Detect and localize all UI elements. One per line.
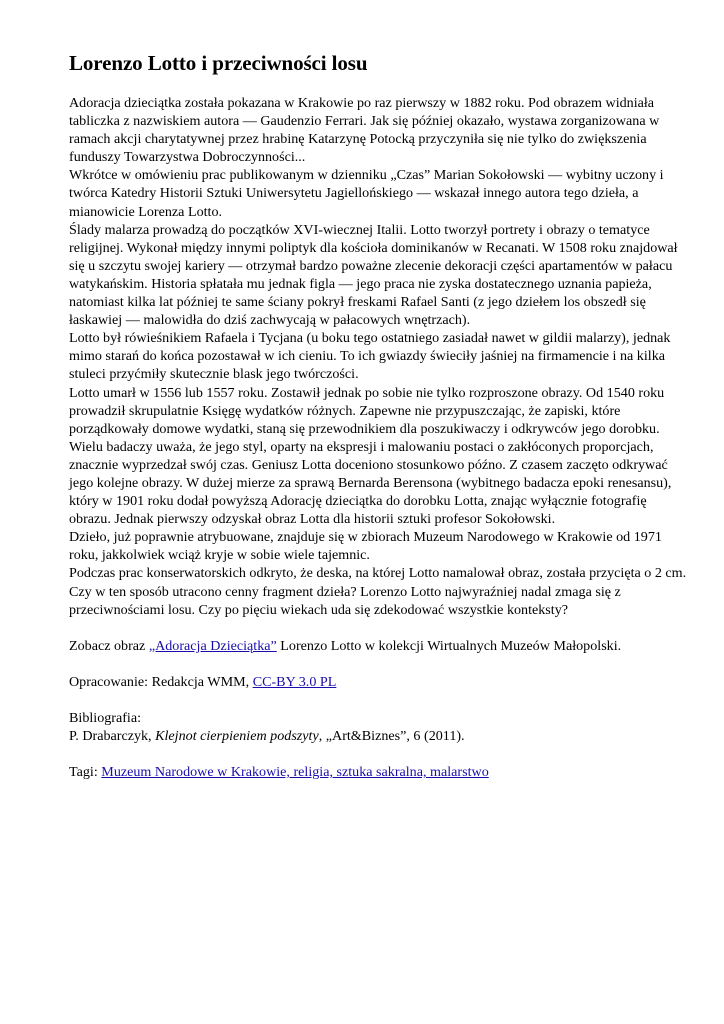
paragraph: Lotto umarł w 1556 lub 1557 roku. Zostawił jednak po sobie nie tylko rozproszone obrazy. Od 1540 roku prowadził skrupulatnie Księgę wydatków różnych. Zapewne nie przypuszczając, że zapiski, które porządkowały domowe wydatki, staną się przewodnikiem dla poszukiwaczy i odkrywców jego dorobku. Wielu badaczy uważa, że jego styl, oparty na ekspresji i malowaniu postaci o zakłóconych proporcjach, znacznie wyprzedzał swój czas. Geniusz Lotta doceniono stosunkowo późno. Z czasem zaczęto odkrywać jego kolejne obrazy. W dużej mierze za sprawą Bernarda Berensona (wybitnego badacza epoki renesansu), który w 1901 roku dodał powyższą Adorację dzieciątka do dorobku Lotta, znając wyłącznie fotografię obrazu. Jednak pierwszy odzyskał obraz Lotta dla historii sztuki profesor Sokołowski.: [69, 384, 672, 528]
tags-link[interactable]: Muzeum Narodowe w Krakowie, religia, sztuka sakralna, malarstwo: [101, 764, 489, 781]
see-also-suffix: Lorenzo Lotto w kolekcji Wirtualnych Muzeów Małopolski.: [276, 637, 622, 654]
bibliography-entry: [69, 727, 689, 745]
bibliography-rest: , „Art&Biznes”, 6 (2011).: [318, 728, 465, 744]
see-also-line: [69, 637, 689, 655]
see-also-prefix: Zobacz obraz: [69, 637, 149, 654]
article: [69, 50, 689, 781]
paragraph: Dzieło, już poprawnie atrybuowane, znajduje się w zbiorach Muzeum Narodowego w Krakowie od 1971 roku, jakkolwiek wciąż kryje w sobie wiele tajemnic.: [69, 529, 662, 564]
paragraph: Wkrótce w omówieniu prac publikowanym w dzienniku „Czas” Marian Sokołowski — wybitny uczony i twórca Katedry Historii Sztuki Uniwersytetu Jagiellońskiego — wskazał innego autora tego dzieła, a mianowicie Lorenza Lotto.: [69, 167, 664, 220]
adoracja-link[interactable]: „Adoracja Dzieciątka”: [148, 637, 277, 654]
article-body: [69, 94, 689, 781]
bibliography-title: Klejnot cierpieniem podszyty: [155, 728, 319, 744]
bibliography-heading: Bibliografia:: [69, 709, 142, 726]
page-title: Lorenzo Lotto i przeciwności losu: [69, 51, 368, 75]
paragraph: Lotto był rówieśnikiem Rafaela i Tycjana (u boku tego ostatniego zasiadał nawet w gildii malarzy), jednak mimo starań do końca pozostawał w ich cieniu. To ich gwiazdy świeciły jaśniej na firmamencie i na kilka stuleci przyćmiły skutecznie blask jego twórczości.: [69, 330, 671, 383]
credits-prefix: Opracowanie: Redakcja WMM,: [69, 673, 253, 690]
credits-line: [69, 673, 689, 691]
tags-line: [69, 763, 689, 781]
bibliography-author: P. Drabarczyk,: [69, 728, 156, 744]
paragraph: Podczas prac konserwatorskich odkryto, że deska, na której Lotto namalował obraz, została przycięta o 2 cm. Czy w ten sposób utracono cenny fragment dzieła? Lorenzo Lotto najwyraźniej nadal zmaga się z przeciwnościami losu. Czy po pięciu wiekach uda się zdekodować wszystkie konteksty?: [69, 565, 687, 618]
tags-prefix: Tagi:: [69, 764, 102, 781]
paragraph: Ślady malarza prowadzą do początków XVI-wiecznej Italii. Lotto tworzył portrety i obrazy o tematyce religijnej. Wykonał między innymi poliptyk dla kościoła dominikanów w Recanati. W 1508 roku znajdował się u szczytu swojej kariery — otrzymał bardzo poważne zlecenie dekoracji części apartamentów w pałacu watykańskim. Historia spłatała mu jednak figla — jego praca nie zyska dostatecznego uznania papieża, natomiast kilka lat później te same ściany pokrył freskami Rafael Santi (z jego dziełem los obszedł się łaskawiej — malowidła do dziś zachwycają w pałacowych wnętrzach).: [69, 221, 678, 329]
paragraph: Adoracja dzieciątka została pokazana w Krakowie po raz pierwszy w 1882 roku. Pod obrazem widniała tabliczka z nazwiskiem autora — Gaudenzio Ferrari. Jak się później okazało, wystawa zorganizowana w ramach akcji charytatywnej przez hrabinę Katarzynę Potocką przyczyniła się nie tylko do zwiększenia funduszy Towarzystwa Dobroczynności...: [69, 95, 660, 166]
license-link[interactable]: CC-BY 3.0 PL: [252, 673, 337, 690]
